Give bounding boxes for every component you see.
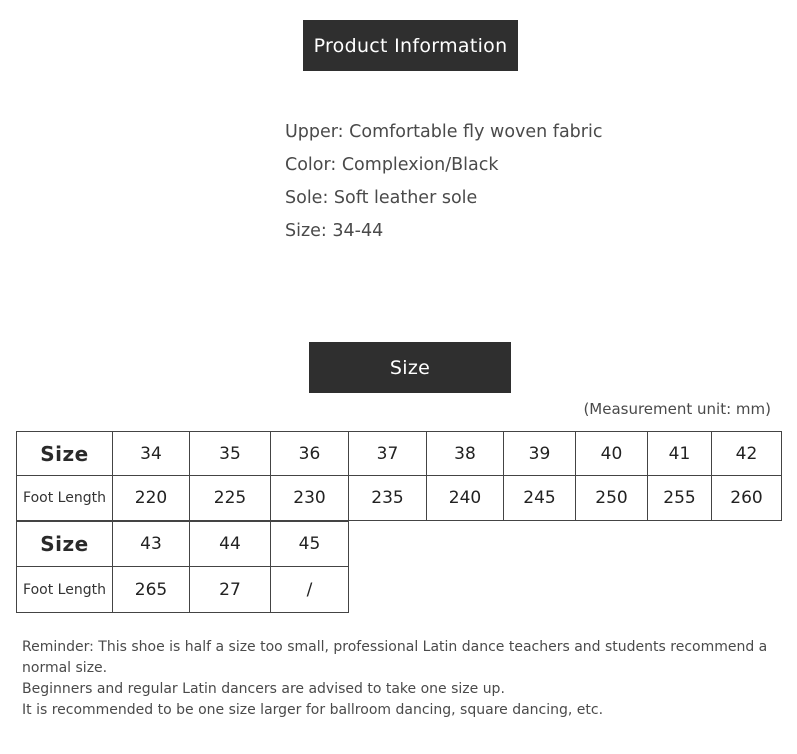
info-upper: Upper: Comfortable fly woven fabric [285, 122, 603, 142]
foot-length-cell: 240 [427, 476, 504, 521]
foot-length-row-header: Foot Length [17, 476, 113, 521]
foot-length-cell: 235 [349, 476, 427, 521]
reminder-line: It is recommended to be one size larger for ballroom dancing, square dancing, etc. [22, 702, 604, 718]
size-row-header: Size [17, 432, 113, 476]
size-cell: 36 [271, 432, 349, 476]
foot-length-cell: / [271, 567, 349, 613]
foot-length-row-header: Foot Length [17, 567, 113, 613]
size-cell: 34 [113, 432, 190, 476]
product-information-title: Product Information [313, 34, 508, 57]
info-sole: Sole: Soft leather sole [285, 188, 478, 208]
foot-length-cell: 230 [271, 476, 349, 521]
size-row-header: Size [17, 522, 113, 567]
foot-length-cell: 245 [504, 476, 576, 521]
size-cell: 43 [113, 522, 190, 567]
product-information-banner [303, 20, 518, 71]
product-info-list [285, 117, 602, 249]
size-cell: 37 [349, 432, 427, 476]
reminder-line: Beginners and regular Latin dancers are advised to take one size up. [22, 681, 505, 697]
size-title: Size [389, 356, 431, 379]
size-table-part-1 [16, 431, 782, 521]
foot-length-cell: 255 [648, 476, 712, 521]
size-row [17, 522, 349, 567]
size-reminder [22, 637, 782, 721]
foot-length-cell: 225 [190, 476, 271, 521]
size-cell: 35 [190, 432, 271, 476]
foot-length-cell: 260 [712, 476, 782, 521]
reminder-line: Reminder: This shoe is half a size too small, professional Latin dance teachers and students recommend a normal size. [22, 639, 768, 676]
size-cell: 39 [504, 432, 576, 476]
info-size-range: Size: 34-44 [285, 221, 384, 241]
foot-length-cell: 27 [190, 567, 271, 613]
size-banner [309, 342, 511, 393]
size-cell: 45 [271, 522, 349, 567]
foot-length-row [17, 567, 349, 613]
size-cell: 40 [576, 432, 648, 476]
size-cell: 38 [427, 432, 504, 476]
size-cell: 42 [712, 432, 782, 476]
measurement-unit-note: (Measurement unit: mm) [583, 400, 771, 418]
size-table-part-2 [16, 521, 349, 613]
size-cell: 44 [190, 522, 271, 567]
foot-length-cell: 265 [113, 567, 190, 613]
foot-length-cell: 220 [113, 476, 190, 521]
info-color: Color: Complexion/Black [285, 155, 499, 175]
size-cell: 41 [648, 432, 712, 476]
foot-length-row [17, 476, 782, 521]
size-row [17, 432, 782, 476]
foot-length-cell: 250 [576, 476, 648, 521]
